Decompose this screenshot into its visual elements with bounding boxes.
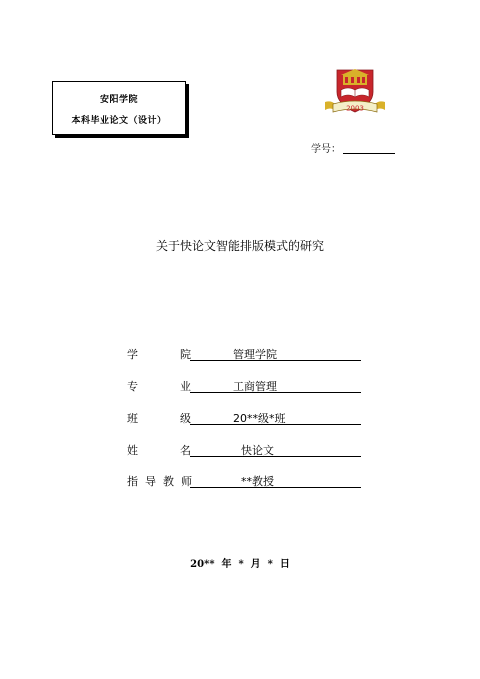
- student-number-field: [311, 140, 395, 155]
- thesis-title: 关于快论文智能排版模式的研究: [155, 239, 324, 253]
- student-number-label: 学号：: [311, 144, 341, 155]
- name-field: [190, 442, 361, 457]
- document-type: 本科毕业论文（设计）: [71, 116, 167, 126]
- advisor-field: [190, 473, 361, 488]
- school-name: 安阳学院: [99, 95, 138, 105]
- class-label-2: 级: [180, 412, 191, 425]
- name-label-1: 姓: [127, 444, 138, 457]
- major-label-1: 专: [127, 380, 138, 393]
- advisor-value: **教授: [241, 475, 274, 488]
- emblem-year: 2003: [346, 104, 364, 113]
- submission-date: 20** 年 * 月 * 日: [190, 559, 290, 570]
- name-label-2: 名: [180, 444, 191, 457]
- class-value: 20**级*班: [233, 412, 286, 425]
- class-label-1: 班: [127, 412, 138, 425]
- major-field: [190, 378, 361, 393]
- college-field: [190, 346, 361, 361]
- university-emblem-logo: [321, 66, 389, 122]
- major-label-2: 业: [180, 380, 191, 393]
- college-label-1: 学: [127, 348, 138, 361]
- name-value: 快论文: [241, 444, 274, 457]
- college-value: 管理学院: [233, 348, 277, 361]
- cover-title-box: [52, 81, 186, 135]
- college-label-2: 院: [180, 348, 191, 361]
- advisor-label: 指导教师: [127, 475, 199, 488]
- student-number-blank: [343, 143, 395, 154]
- major-value: 工商管理: [233, 380, 277, 393]
- class-field: [190, 410, 361, 425]
